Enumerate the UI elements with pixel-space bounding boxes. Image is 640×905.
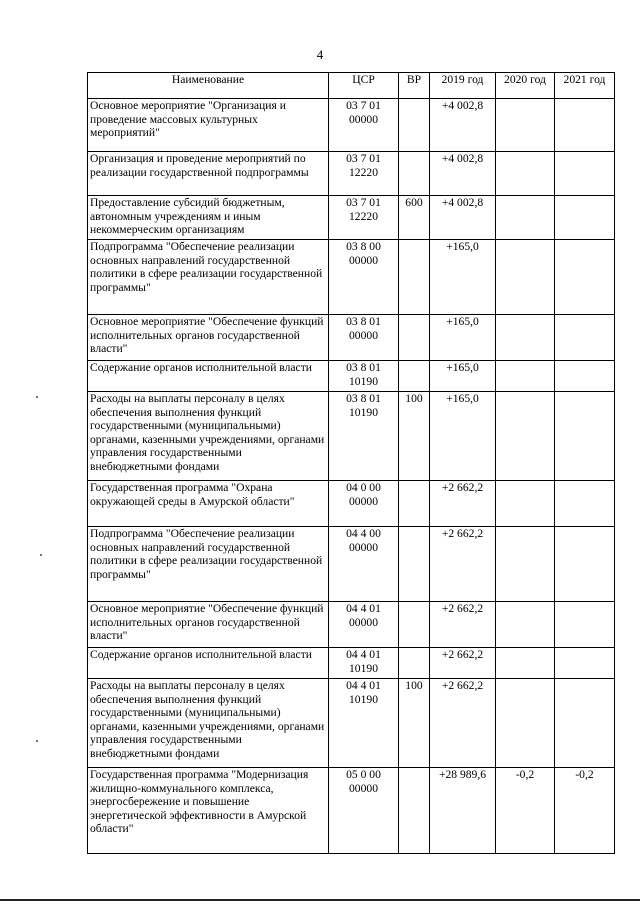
- cell-csr: 04 4 01 10190: [329, 648, 399, 679]
- cell-csr: 03 7 01 12220: [329, 196, 399, 240]
- cell-csr: 03 8 01 00000: [329, 315, 399, 361]
- table-header-row: [88, 73, 615, 99]
- cell-vr: 600: [399, 196, 430, 240]
- cell-csr: 04 0 00 00000: [329, 481, 399, 527]
- cell-y2020: [496, 315, 555, 361]
- cell-y2019: +165,0: [430, 315, 496, 361]
- cell-csr: 03 7 01 00000: [329, 99, 399, 152]
- cell-y2020: [496, 481, 555, 527]
- table-row: [88, 392, 615, 481]
- header-name: Наименование: [88, 73, 329, 99]
- cell-name: Содержание органов исполнительной власти: [88, 361, 329, 392]
- cell-y2021: [555, 481, 615, 527]
- cell-y2020: [496, 602, 555, 648]
- cell-y2019: +4 002,8: [430, 152, 496, 196]
- cell-csr: 04 4 01 10190: [329, 679, 399, 768]
- cell-y2021: -0,2: [555, 768, 615, 854]
- cell-vr: [399, 768, 430, 854]
- cell-csr: 03 7 01 12220: [329, 152, 399, 196]
- table-row: [88, 768, 615, 854]
- scan-speck: [36, 396, 38, 398]
- cell-csr: 03 8 01 10190: [329, 392, 399, 481]
- header-2020: 2020 год: [496, 73, 555, 99]
- scan-edge-line: [0, 899, 640, 901]
- table-row: [88, 527, 615, 602]
- cell-y2021: [555, 602, 615, 648]
- cell-y2019: +165,0: [430, 392, 496, 481]
- cell-y2019: +2 662,2: [430, 648, 496, 679]
- cell-y2020: [496, 196, 555, 240]
- header-2019: 2019 год: [430, 73, 496, 99]
- table-row: [88, 196, 615, 240]
- cell-vr: 100: [399, 679, 430, 768]
- cell-y2021: [555, 99, 615, 152]
- scan-speck: [36, 740, 38, 742]
- table-row: [88, 679, 615, 768]
- scan-speck: [40, 554, 42, 556]
- cell-y2020: [496, 99, 555, 152]
- cell-y2021: [555, 240, 615, 315]
- cell-y2019: +2 662,2: [430, 481, 496, 527]
- table-row: [88, 315, 615, 361]
- cell-name: Государственная программа "Модернизация жилищно-коммунального комплекса, энергосбережение и повышение энергетической эффективности в Амурской области": [88, 768, 329, 854]
- cell-y2021: [555, 315, 615, 361]
- cell-csr: 04 4 01 00000: [329, 602, 399, 648]
- cell-vr: [399, 99, 430, 152]
- cell-y2019: +165,0: [430, 361, 496, 392]
- cell-y2021: [555, 679, 615, 768]
- budget-table: [87, 72, 615, 854]
- table-row: [88, 361, 615, 392]
- cell-y2020: [496, 648, 555, 679]
- cell-vr: 100: [399, 392, 430, 481]
- cell-y2020: -0,2: [496, 768, 555, 854]
- table-row: [88, 602, 615, 648]
- cell-name: Государственная программа "Охрана окружающей среды в Амурской области": [88, 481, 329, 527]
- cell-name: Содержание органов исполнительной власти: [88, 648, 329, 679]
- cell-name: Расходы на выплаты персоналу в целях обеспечения выполнения функций государственными (муниципальными) органами, казенными учреждениями, органами управления государственными внебюджетными фондами: [88, 392, 329, 481]
- cell-y2021: [555, 392, 615, 481]
- cell-vr: [399, 602, 430, 648]
- cell-vr: [399, 527, 430, 602]
- cell-y2020: [496, 392, 555, 481]
- cell-name: Основное мероприятие "Обеспечение функций исполнительных органов государственной власти": [88, 315, 329, 361]
- cell-y2021: [555, 648, 615, 679]
- cell-y2019: +28 989,6: [430, 768, 496, 854]
- cell-csr: 05 0 00 00000: [329, 768, 399, 854]
- cell-name: Предоставление субсидий бюджетным, автономным учреждениям и иным некоммерческим организациям: [88, 196, 329, 240]
- cell-vr: [399, 648, 430, 679]
- table-row: [88, 648, 615, 679]
- cell-y2019: +2 662,2: [430, 602, 496, 648]
- table-row: [88, 481, 615, 527]
- cell-vr: [399, 481, 430, 527]
- cell-y2021: [555, 527, 615, 602]
- cell-y2020: [496, 527, 555, 602]
- cell-csr: 03 8 00 00000: [329, 240, 399, 315]
- cell-vr: [399, 240, 430, 315]
- cell-y2019: +4 002,8: [430, 99, 496, 152]
- cell-y2021: [555, 361, 615, 392]
- cell-csr: 03 8 01 10190: [329, 361, 399, 392]
- header-2021: 2021 год: [555, 73, 615, 99]
- table-row: [88, 99, 615, 152]
- cell-vr: [399, 152, 430, 196]
- cell-y2020: [496, 679, 555, 768]
- cell-name: Основное мероприятие "Обеспечение функций исполнительных органов государственной власти": [88, 602, 329, 648]
- cell-y2020: [496, 152, 555, 196]
- header-csr: ЦСР: [329, 73, 399, 99]
- cell-name: Подпрограмма "Обеспечение реализации основных направлений государственной политики в сфере реализации государственной программы": [88, 527, 329, 602]
- cell-name: Подпрограмма "Обеспечение реализации основных направлений государственной политики в сфере реализации государственной программы": [88, 240, 329, 315]
- cell-vr: [399, 315, 430, 361]
- cell-y2019: +2 662,2: [430, 527, 496, 602]
- cell-csr: 04 4 00 00000: [329, 527, 399, 602]
- cell-vr: [399, 361, 430, 392]
- cell-y2020: [496, 361, 555, 392]
- cell-name: Расходы на выплаты персоналу в целях обеспечения выполнения функций государственными (муниципальными) органами, казенными учреждениями, органами управления государственными внебюджетными фондами: [88, 679, 329, 768]
- cell-y2019: +165,0: [430, 240, 496, 315]
- cell-y2019: +4 002,8: [430, 196, 496, 240]
- cell-y2021: [555, 152, 615, 196]
- cell-y2020: [496, 240, 555, 315]
- table-row: [88, 152, 615, 196]
- table-row: [88, 240, 615, 315]
- header-vr: ВР: [399, 73, 430, 99]
- cell-name: Основное мероприятие "Организация и проведение массовых культурных мероприятий": [88, 99, 329, 152]
- cell-y2021: [555, 196, 615, 240]
- page-number: 4: [316, 47, 324, 62]
- cell-name: Организация и проведение мероприятий по реализации государственной подпрограммы: [88, 152, 329, 196]
- cell-y2019: +2 662,2: [430, 679, 496, 768]
